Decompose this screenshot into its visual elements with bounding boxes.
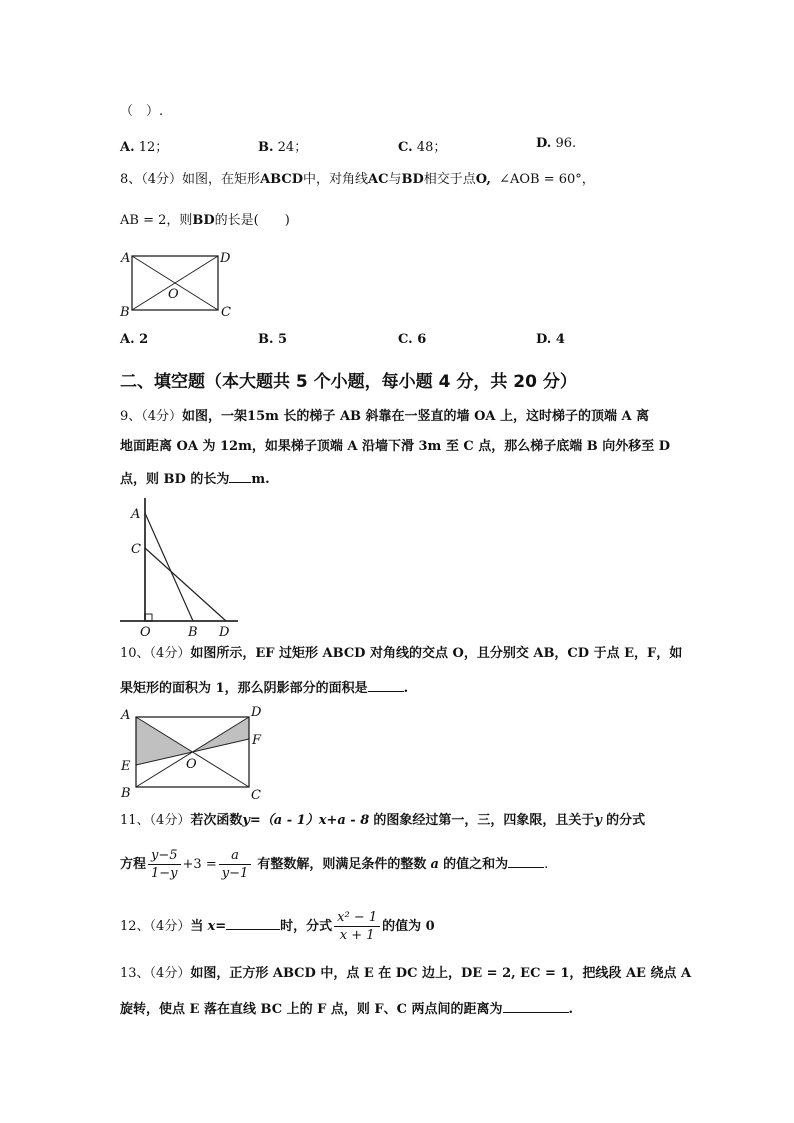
svg-text:D: D bbox=[251, 705, 262, 720]
fraction: $\frac{\text{x² − 1}}{x + 1}$ bbox=[334, 909, 380, 944]
svg-text:E: E bbox=[121, 759, 131, 774]
svg-text:B: B bbox=[121, 786, 131, 801]
q9-stem-line1: 9、（4分）如图，一架15m 长的梯子 AB 斜靠在一竖直的墙 OA 上，这时梯子的顶端 A 离 bbox=[120, 409, 650, 424]
question-number: 8、（4分） bbox=[120, 172, 183, 187]
svg-text:A: A bbox=[131, 507, 141, 522]
svg-text:C: C bbox=[251, 788, 261, 803]
q7-option-c: C. 48； bbox=[398, 140, 447, 155]
linear-function: y=（a - 1）x+a - 8 bbox=[242, 813, 370, 828]
svg-text:B: B bbox=[120, 305, 130, 320]
angle-expression: ∠AOB = 60°， bbox=[499, 172, 595, 187]
svg-text:O: O bbox=[186, 757, 197, 772]
svg-text:D: D bbox=[219, 625, 230, 640]
q8-stem-line1: 8、（4分）如图，在矩形ABCD中，对角线AC与BD相交于点O, ∠AOB = 60°， bbox=[120, 172, 595, 187]
q8-option-c: C. 6 bbox=[398, 332, 427, 347]
answer-blank[interactable] bbox=[508, 854, 544, 868]
q12-stem: 12、（4分）当 x= 时，分式 $\frac{\text{x² − 1}}{x + 1}$ 的值为 0 bbox=[120, 910, 435, 943]
fraction-1: $\frac{y-5}{1-y}$ bbox=[148, 847, 181, 882]
svg-text:C: C bbox=[221, 305, 231, 320]
q7-option-d: D. 96. bbox=[536, 136, 577, 151]
svg-text:B: B bbox=[188, 625, 198, 640]
q7-stem-tail: （ ）. bbox=[120, 104, 164, 119]
q8-option-b: B. 5 bbox=[258, 332, 288, 347]
q8-option-d: D. 4 bbox=[536, 332, 565, 347]
q13-stem-line2: 旋转，使点 E 落在直线 BC 上的 F 点，则 F、C 两点间的距离为 . bbox=[120, 999, 573, 1018]
svg-text:O: O bbox=[140, 625, 151, 640]
q13-stem-line1: 13、（4分）如图，正方形 ABCD 中，点 E 在 DC 边上，DE = 2, EC = 1，把线段 AE 绕点 A bbox=[120, 966, 692, 981]
svg-text:C: C bbox=[131, 542, 141, 557]
q9-stem-line2: 地面距离 OA 为 12m，如果梯子顶端 A 沿墙下滑 3m 至 C 点，那么梯子底端 B 向外移至 D bbox=[120, 439, 671, 454]
q10-stem-line2: 果矩形的面积为 1，那么阴影部分的面积是 . bbox=[120, 678, 408, 697]
answer-blank[interactable] bbox=[503, 999, 569, 1013]
svg-text:D: D bbox=[220, 251, 231, 266]
q7-option-b: B. 24； bbox=[258, 140, 308, 155]
q8-stem-line2: AB = 2，则BD的长是( ) bbox=[120, 213, 290, 228]
q11-stem-line2: 方程 $\frac{y-5}{1-y}$ +3 = $\frac{a}{y-1}$ 有整数解，则满足条件的整数 a 的值之和为 . bbox=[120, 848, 549, 881]
svg-text:F: F bbox=[252, 733, 262, 748]
answer-blank[interactable] bbox=[226, 916, 280, 930]
svg-text:O: O bbox=[168, 287, 179, 302]
q7-option-a: A. 12； bbox=[120, 140, 169, 155]
q11-stem-line1: 11、（4分）若次函数y=（a - 1）x+a - 8 的图象经过第一，三，四象限，且关于y 的分式 bbox=[120, 813, 646, 828]
svg-text:A: A bbox=[121, 708, 131, 723]
q8-option-a: A. 2 bbox=[120, 332, 149, 347]
fraction-2: $\frac{a}{y-1}$ bbox=[219, 847, 252, 882]
section-heading-fill-in: 二、填空题（本大题共 5 个小题，每小题 4 分，共 20 分） bbox=[120, 372, 577, 392]
q9-stem-line3: 点，则 BD 的长为 m. bbox=[120, 469, 270, 488]
svg-text:A: A bbox=[121, 251, 131, 266]
q10-stem-line1: 10、（4分）如图所示，EF 过矩形 ABCD 对角线的交点 O，且分别交 AB，CD 于点 E，F，如 bbox=[120, 646, 683, 661]
